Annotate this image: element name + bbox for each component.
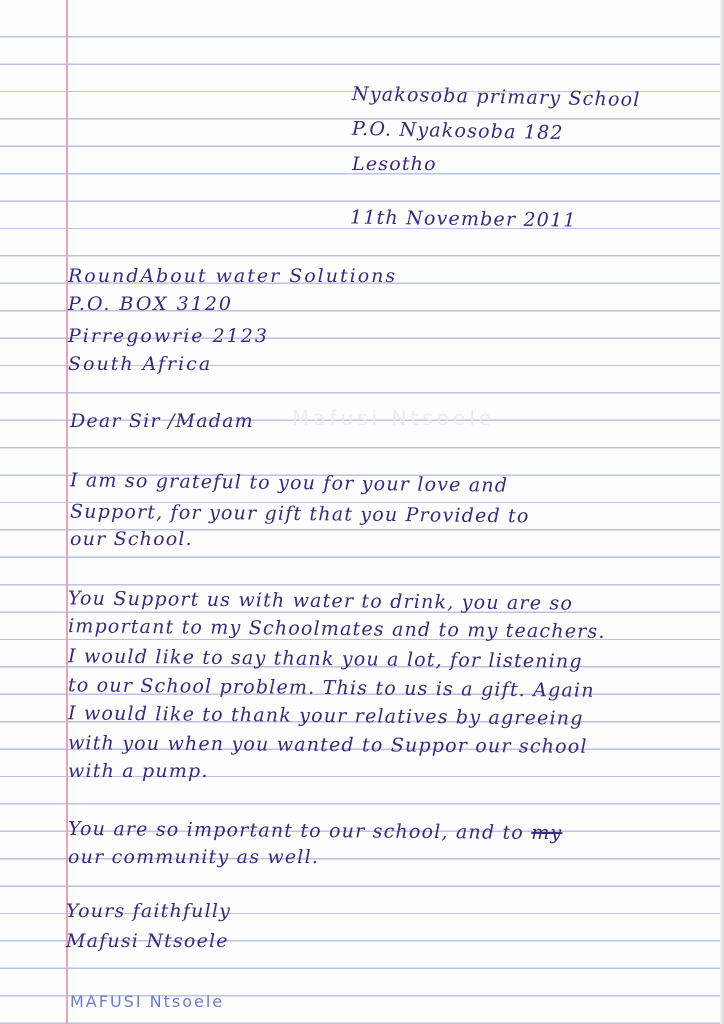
- body-line: our community as well.: [68, 846, 320, 868]
- recipient-city: Pirregowrie 2123: [68, 325, 269, 347]
- recipient-country: South Africa: [68, 353, 213, 375]
- body-line: to our School problem. This to us is a gift. Again: [67, 674, 595, 702]
- ghost-show-through-text: Mafusi Ntsoele: [292, 406, 496, 430]
- recipient-box: P.O. BOX 3120: [68, 293, 233, 315]
- body-line: I am so grateful to you for your love and: [69, 469, 509, 497]
- paper-edge: [720, 0, 724, 1024]
- body-line: Support, for your gift that you Provided to: [69, 500, 530, 528]
- sender-country: Lesotho: [352, 153, 437, 175]
- letter-date: 11th November 2011: [349, 206, 577, 232]
- body-line: our School.: [70, 528, 193, 550]
- body-line: You Support us with water to drink, you are so: [67, 587, 574, 615]
- sender-school: Nyakosoba primary School: [351, 82, 641, 112]
- body-line: with a pump.: [68, 760, 209, 782]
- body-line: I would like to say thank you a lot, for listening: [67, 645, 583, 673]
- body-line: I would like to thank your relatives by agreeing: [67, 702, 584, 730]
- recipient-name: RoundAbout water Solutions: [68, 265, 398, 287]
- body-line: [68, 818, 563, 844]
- body-line: with you when you wanted to Suppor our school: [67, 732, 588, 758]
- signature: MAFUSI Ntsoele: [70, 992, 225, 1011]
- salutation: Dear Sir /Madam: [70, 410, 254, 432]
- body-line-text: You are so important to our school, and to: [67, 817, 525, 844]
- closing: Yours faithfully: [66, 900, 232, 922]
- struck-word: my: [531, 821, 563, 845]
- body-line: important to my Schoolmates and to my teachers.: [67, 615, 606, 643]
- margin-line: [66, 0, 68, 1024]
- sender-po-box: P.O. Nyakosoba 182: [351, 117, 564, 145]
- author-name: Mafusi Ntsoele: [66, 930, 229, 952]
